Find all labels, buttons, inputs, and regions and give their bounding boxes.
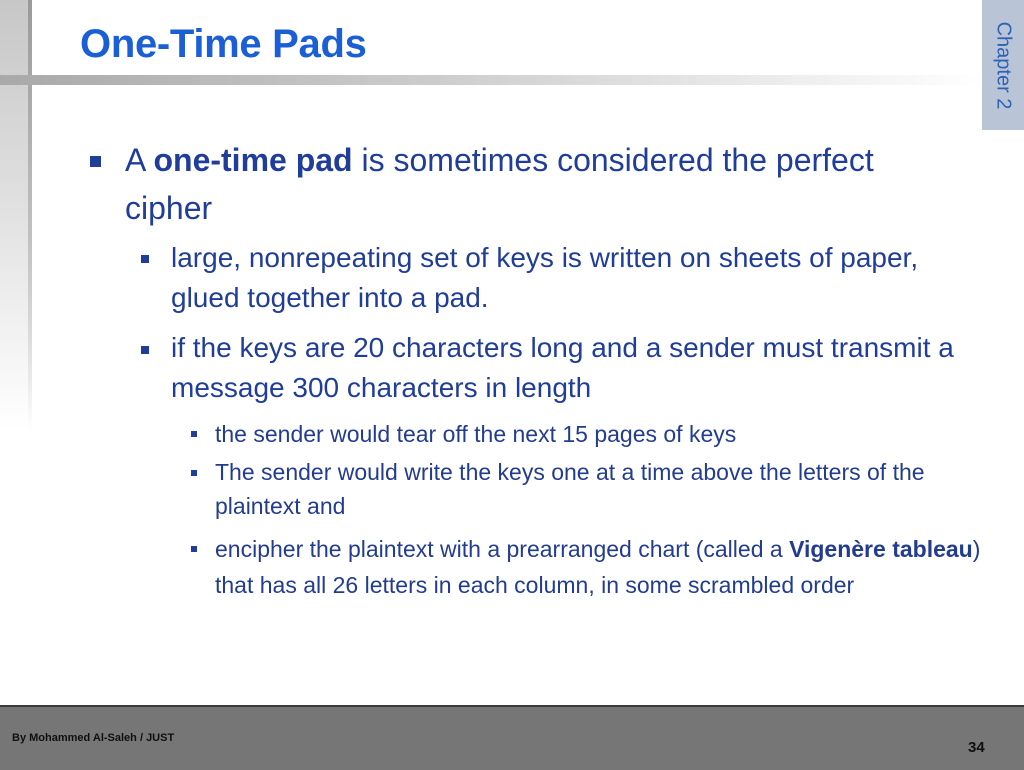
bullet-text: ) that has all 26 letters in each column, in some scrambled order	[215, 536, 981, 598]
bullet-bold-term: one-time pad	[153, 142, 353, 178]
footer-author: By Mohammed Al-Saleh / JUST	[12, 732, 175, 744]
bullet-marker	[191, 431, 197, 437]
bullet-text: encipher the plaintext with a prearranged chart (called a	[215, 536, 790, 562]
page-number: 34	[968, 739, 985, 756]
bullet-level3: The sender would write the keys one at a time above the letters of the plaintext and	[215, 459, 925, 519]
bullet-marker	[191, 546, 197, 552]
bullet-text: is sometimes considered the perfect cipher	[125, 142, 874, 226]
bullet-level1	[125, 136, 955, 232]
bullet-level3: the sender would tear off the next 15 pages of keys	[215, 421, 737, 447]
bullet-marker	[90, 156, 101, 167]
bullet-text: A	[125, 142, 154, 178]
bullet-level2: if the keys are 20 characters long and a sender must transmit a message 300 characters in length	[171, 332, 954, 403]
bullet-level2: large, nonrepeating set of keys is written on sheets of paper, glued together into a pad.	[171, 242, 919, 313]
chapter-label: Chapter 2	[992, 21, 1015, 109]
bullet-bold-term: Vigenère tableau	[789, 536, 973, 562]
bullet-level3	[215, 531, 985, 603]
footer	[0, 705, 1024, 770]
slide-title: One-Time Pads	[80, 22, 367, 66]
bullet-marker	[141, 255, 149, 263]
bullet-marker	[191, 470, 197, 476]
bullet-marker	[141, 346, 149, 354]
